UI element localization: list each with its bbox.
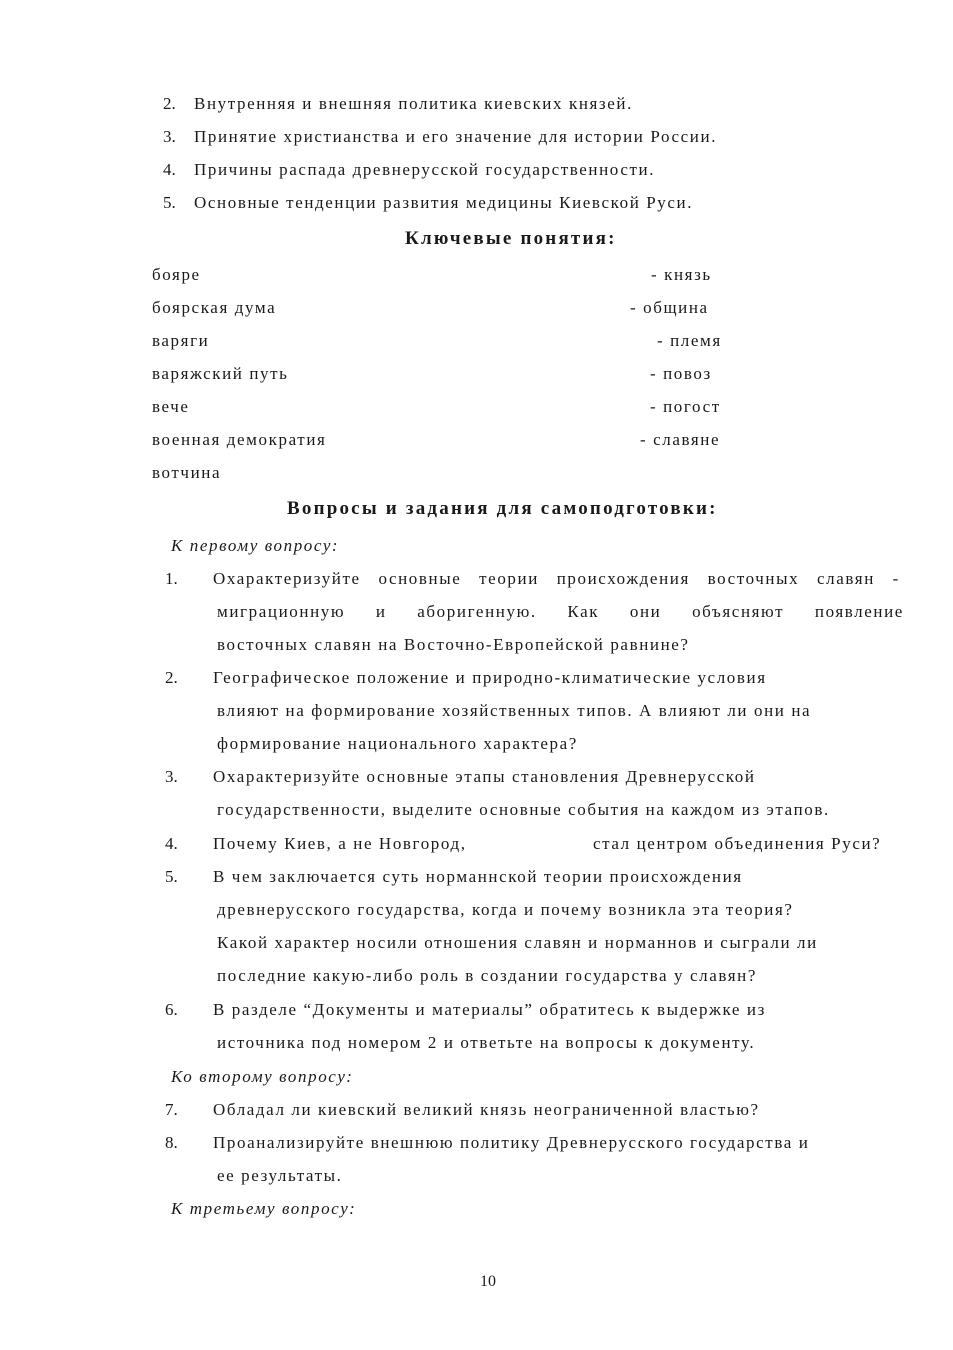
topic-item: Основные тенденции развития медицины Киевской Руси. <box>194 193 694 212</box>
topic-item: Принятие христианства и его значение для истории России. <box>194 127 718 146</box>
question-line: государственности, выделите основные события на каждом из этапов. <box>217 800 830 819</box>
concept-term: вече <box>152 397 190 416</box>
subsection-second: Ко второму вопросу: <box>171 1067 354 1086</box>
question-line: Географическое положение и природно-климатические условия <box>213 668 767 687</box>
concept-term: - князь <box>651 265 712 284</box>
question-number: 8. <box>165 1133 178 1152</box>
concept-term: вотчина <box>152 463 222 482</box>
concept-term: - погост <box>650 397 721 416</box>
question-number: 6. <box>165 1000 178 1019</box>
question-line: Обладал ли киевский великий князь неограниченной властью? <box>213 1100 760 1119</box>
topic-number: 5. <box>163 193 176 212</box>
concept-term: военная демократия <box>152 430 327 449</box>
subsection-third: К третьему вопросу: <box>171 1199 357 1218</box>
question-number: 1. <box>165 569 178 588</box>
question-line: ее результаты. <box>217 1166 343 1185</box>
question-line: последние какую-либо роль в создании государства у славян? <box>217 966 758 985</box>
question-line: В разделе “Документы и материалы” обратитесь к выдержке из <box>213 1000 766 1019</box>
question-line: Охарактеризуйте основные этапы становления Древнерусской <box>213 767 756 786</box>
concept-term: боярская дума <box>152 298 277 317</box>
question-line: Охарактеризуйте основные теории происхождения восточных славян - <box>213 569 900 588</box>
concept-term: - племя <box>657 331 722 350</box>
question-line: влияют на формирование хозяйственных типов. А влияют ли они на <box>217 701 812 720</box>
questions-heading: Вопросы и задания для самоподготовки: <box>287 498 718 519</box>
concept-term: варяжский путь <box>152 364 289 383</box>
key-concepts-heading: Ключевые понятия: <box>405 228 617 249</box>
question-number: 4. <box>165 834 178 853</box>
topic-item: Внутренняя и внешняя политика киевских князей. <box>194 94 633 113</box>
question-line: Проанализируйте внешнюю политику Древнерусского государства и <box>213 1133 810 1152</box>
question-line: В чем заключается суть норманнской теории происхождения <box>213 867 743 886</box>
question-number: 2. <box>165 668 178 687</box>
concept-term: - повоз <box>650 364 712 383</box>
question-line: стал центром объединения Руси? <box>593 834 882 853</box>
question-line: формирование национального характера? <box>217 734 578 753</box>
page-number: 10 <box>480 1273 496 1290</box>
question-line: Почему Киев, а не Новгород, <box>213 834 467 853</box>
concept-term: - община <box>630 298 709 317</box>
question-number: 5. <box>165 867 178 886</box>
concept-term: - славяне <box>640 430 721 449</box>
topic-item: Причины распада древнерусской государственности. <box>194 160 656 179</box>
question-number: 7. <box>165 1100 178 1119</box>
topic-number: 3. <box>163 127 176 146</box>
question-line: восточных славян на Восточно-Европейской равнине? <box>217 635 690 654</box>
question-line: древнерусского государства, когда и почему возникла эта теория? <box>217 900 794 919</box>
subsection-first: К первому вопросу: <box>171 536 340 555</box>
concept-term: варяги <box>152 331 210 350</box>
topic-number: 4. <box>163 160 176 179</box>
question-line: Какой характер носили отношения славян и норманнов и сыграли ли <box>217 933 818 952</box>
concept-term: бояре <box>152 265 201 284</box>
question-number: 3. <box>165 767 178 786</box>
question-line: миграционную и аборигенную. Как они объясняют появление <box>217 602 904 621</box>
topic-number: 2. <box>163 94 176 113</box>
question-line: источника под номером 2 и ответьте на вопросы к документу. <box>217 1033 756 1052</box>
